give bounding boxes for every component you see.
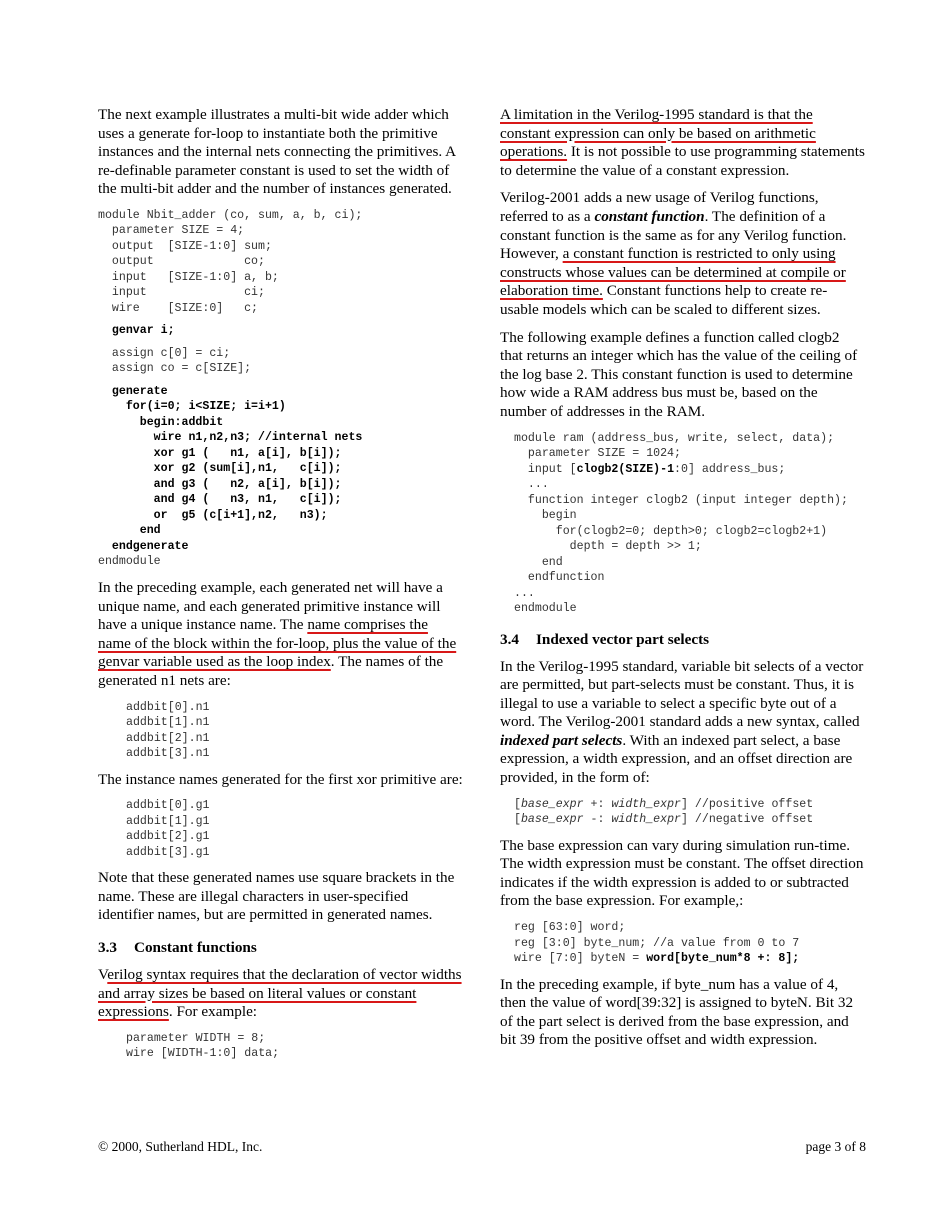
code-g1-names [98, 798, 464, 860]
code-line: endmodule [514, 602, 577, 615]
code-line: input ci; [98, 286, 265, 300]
code-line: parameter SIZE = 1024; [514, 447, 681, 460]
paragraph-limitation: A limitation in the Verilog-1995 standard is that the constant expression can only be based on arithmetic operations. It is not possible to use programming statements to determine the value of a constant expression. [500, 106, 865, 179]
code-line: wire n1,n2,n3; //internal nets [98, 431, 363, 445]
right-column [500, 106, 866, 1059]
code-line: parameter WIDTH = 8; [126, 1031, 266, 1045]
highlighted-text: a constant function is restricted to only using constructs whose values can be determined at compile or elaboration time. [500, 245, 846, 300]
code-line: ... [514, 478, 549, 491]
paragraph-adder-intro: The next example illustrates a multi-bit wide adder which uses a generate for-loop to instantiate both the primitive instances and the internal nets connecting the primitives. A re-definable parameter constant is used to set the width of the multi-bit adder and the number of instances generated. [98, 106, 456, 198]
code-line: endmodule [98, 555, 161, 569]
highlighted-text: name comprises the name of the block within the for-loop, plus the value of the genvar variable used as the loop index [98, 616, 457, 671]
code-line: parameter SIZE = 4; [98, 224, 245, 238]
left-column [98, 106, 464, 1071]
paragraph-generated-names: In the preceding example, each generated net will have a unique name, and each generated primitive instance will have a unique instance name. The name comprises the name of the block within the for-loop, plus the value of the genvar variable used as the loop index. The names of the generated n1 nets are: [98, 578, 457, 689]
code-line: xor g1 ( n1, a[i], b[i]); [98, 446, 342, 460]
code-line: xor g2 (sum[i],n1, c[i]); [98, 462, 342, 476]
code-line: wire [7:0] byteN = word[byte_num*8 +: 8]; [514, 952, 800, 966]
code-line: output [SIZE-1:0] sum; [98, 239, 272, 253]
code-line: endgenerate [98, 539, 189, 553]
code-line: begin:addbit [98, 415, 224, 429]
code-line: module Nbit_adder (co, sum, a, b, ci); [98, 208, 363, 222]
code-line: genvar i; [98, 324, 175, 338]
paragraph-byte-num-example: In the preceding example, if byte_num has a value of 4, then the value of word[39:32] is assigned to byteN. Bit 32 of the part select is derived from the base expression, and bit 39 from the positive offset and width expression. [500, 975, 854, 1049]
code-line: begin [514, 509, 577, 522]
code-n1-names [98, 700, 464, 762]
footer-page-number: page 3 of 8 [805, 1139, 866, 1154]
code-line: addbit[1].g1 [126, 814, 210, 828]
paragraph-square-brackets: Note that these generated names use square brackets in the name. These are illegal characters in user-specified identifier names, but are permitted in generated names. [98, 869, 455, 924]
paragraph-indexed-part-selects: In the Verilog-1995 standard, variable bit selects of a vector are permitted, but part-selects must be constant. Thus, it is illegal to use a variable to select a specific byte out of a word. The Verilog-2001 standard adds a new syntax, called indexed part selects. With an indexed part select, a base expression, a width expression, and an offset direction are provided, in the form of: [500, 657, 864, 787]
code-line: and g3 ( n2, a[i], b[i]); [98, 477, 342, 491]
code-line: for(i=0; i<SIZE; i=i+1) [98, 400, 286, 414]
code-line: input [clogb2(SIZE)-1:0] address_bus; [514, 462, 786, 476]
code-line: ... [514, 586, 535, 600]
section-heading-3-3: 3.3 Constant functions [98, 938, 257, 956]
code-line: addbit[3].n1 [126, 747, 210, 761]
code-line: reg [3:0] byte_num; //a value from 0 to 7 [514, 936, 800, 950]
code-line: function integer clogb2 (input integer depth); [514, 493, 848, 507]
code-line: generate [98, 384, 168, 398]
code-line: endfunction [514, 571, 605, 584]
paragraph-clogb2: The following example defines a function called clogb2 that returns an integer which has the value of the ceiling of the log base 2. This constant function is used to determine how wide a RAM address bus must be, based on the number of addresses in the RAM. [500, 328, 858, 420]
code-line: addbit[3].g1 [126, 845, 210, 859]
code-line: addbit[0].g1 [126, 799, 210, 813]
code-line: addbit[1].n1 [126, 716, 210, 730]
code-ram-module [500, 431, 866, 617]
code-line: for(clogb2=0; depth>0; clogb2=clogb2+1) [514, 524, 828, 538]
code-line: end [98, 524, 161, 538]
highlighted-text: erilog syntax requires that the declaration of vector widths and array sizes be based on literal values or constant expressions [98, 965, 462, 1021]
code-line: module ram (address_bus, write, select, data); [514, 431, 835, 445]
code-line: [base_expr -: width_expr] //negative offset [514, 813, 814, 827]
code-line: or g5 (c[i+1],n2, n3); [98, 508, 328, 522]
footer-copyright: © 2000, Sutherland HDL, Inc. [98, 1139, 263, 1154]
code-line: input [SIZE-1:0] a, b; [98, 270, 279, 284]
paragraph-constant-expr: Verilog syntax requires that the declaration of vector widths and array sizes be based on literal values or constant expressions. For example: [98, 965, 462, 1021]
paragraph-constant-function: Verilog-2001 adds a new usage of Verilog functions, referred to as a constant function. The definition of a constant function is the same as for any Verilog function. However, a constant function is restricted to only using constructs whose values can be determined at compile or elaboration time. Constant functions help to create re-usable models which can be scaled to different sizes. [500, 189, 847, 318]
code-line: [base_expr +: width_expr] //positive offset [514, 797, 814, 811]
code-line: addbit[2].g1 [126, 830, 210, 844]
code-line: end [514, 555, 563, 569]
code-nbit-adder [98, 208, 464, 570]
paragraph-base-expression: The base expression can vary during simulation run-time. The width expression must be constant. The offset direction indicates if the width expression is added to or subtracted from the base expression. For example,: [500, 836, 864, 910]
highlighted-text: A limitation in the Verilog-1995 standard is that the constant expression can only be based on arithmetic operations. [500, 106, 816, 161]
code-line: assign c[0] = ci; [98, 346, 231, 360]
code-line: reg [63:0] word; [514, 921, 626, 935]
paragraph-instance-names: The instance names generated for the first xor primitive are: [98, 770, 463, 788]
code-line: addbit[0].n1 [126, 700, 210, 714]
code-part-select-syntax [500, 797, 866, 828]
code-line: assign co = c[SIZE]; [98, 362, 252, 376]
section-heading-3-4: 3.4 Indexed vector part selects [500, 630, 710, 648]
code-byte-select [500, 920, 866, 967]
code-width-param [98, 1031, 464, 1062]
code-line: and g4 ( n3, n1, c[i]); [98, 493, 342, 507]
code-line: depth = depth >> 1; [514, 540, 702, 553]
code-line: wire [SIZE:0] c; [98, 301, 259, 315]
code-line: wire [WIDTH-1:0] data; [126, 1047, 280, 1061]
code-line: addbit[2].n1 [126, 731, 210, 745]
code-line: output co; [98, 255, 265, 269]
